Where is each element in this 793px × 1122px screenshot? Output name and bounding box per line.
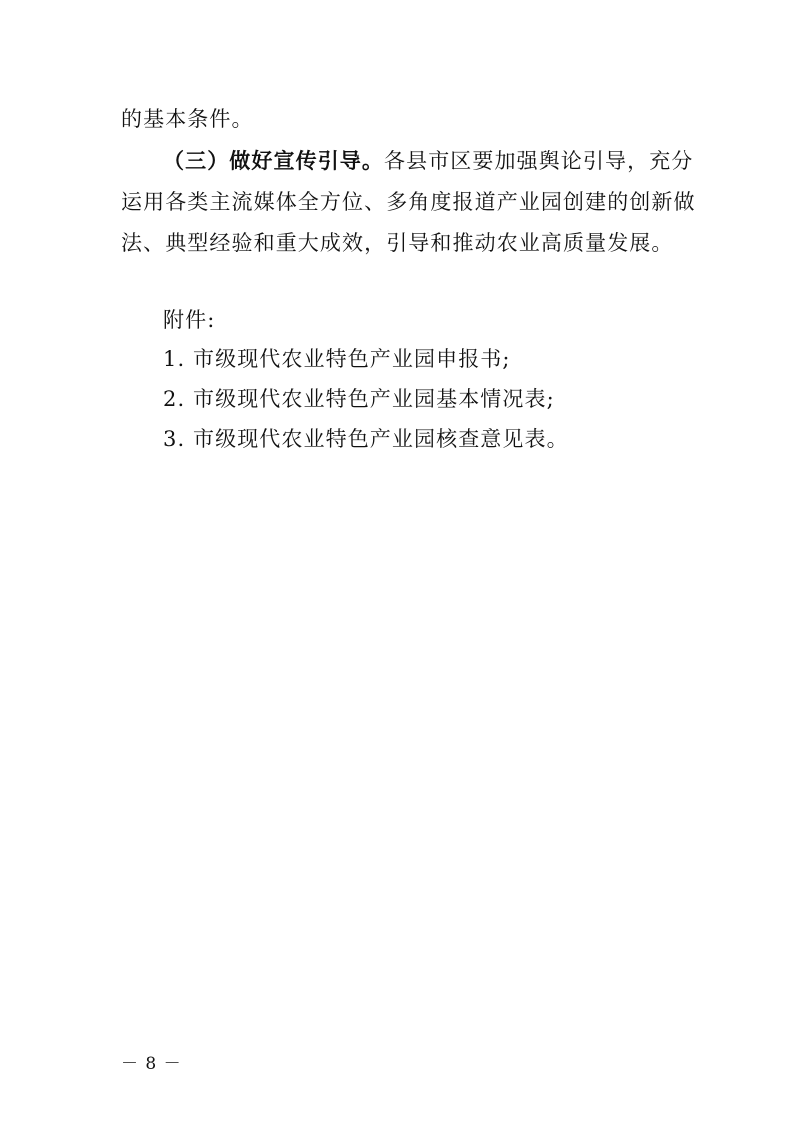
- section-3-text-line-3: 法、典型经验和重大成效，引导和推动农业高质量发展。: [121, 231, 674, 255]
- section-3-first-line: [163, 146, 693, 176]
- page-number: － 8 －: [121, 1054, 182, 1074]
- attachments-title: 附件:: [163, 308, 216, 332]
- section-3-heading: （三）做好宣传引导。: [163, 148, 384, 173]
- paragraph-continuation: 的基本条件。: [121, 107, 254, 131]
- section-3-text-line-2: 运用各类主流媒体全方位、多角度报道产业园创建的创新做: [121, 190, 696, 214]
- attachment-item-1: 1. 市级现代农业特色产业园申报书;: [163, 347, 511, 371]
- attachment-item-2: 2. 市级现代农业特色产业园基本情况表;: [163, 387, 555, 411]
- attachment-item-3: 3. 市级现代农业特色产业园核查意见表。: [163, 427, 569, 451]
- section-3-text-line-1: 各县市区要加强舆论引导，充分: [384, 149, 694, 173]
